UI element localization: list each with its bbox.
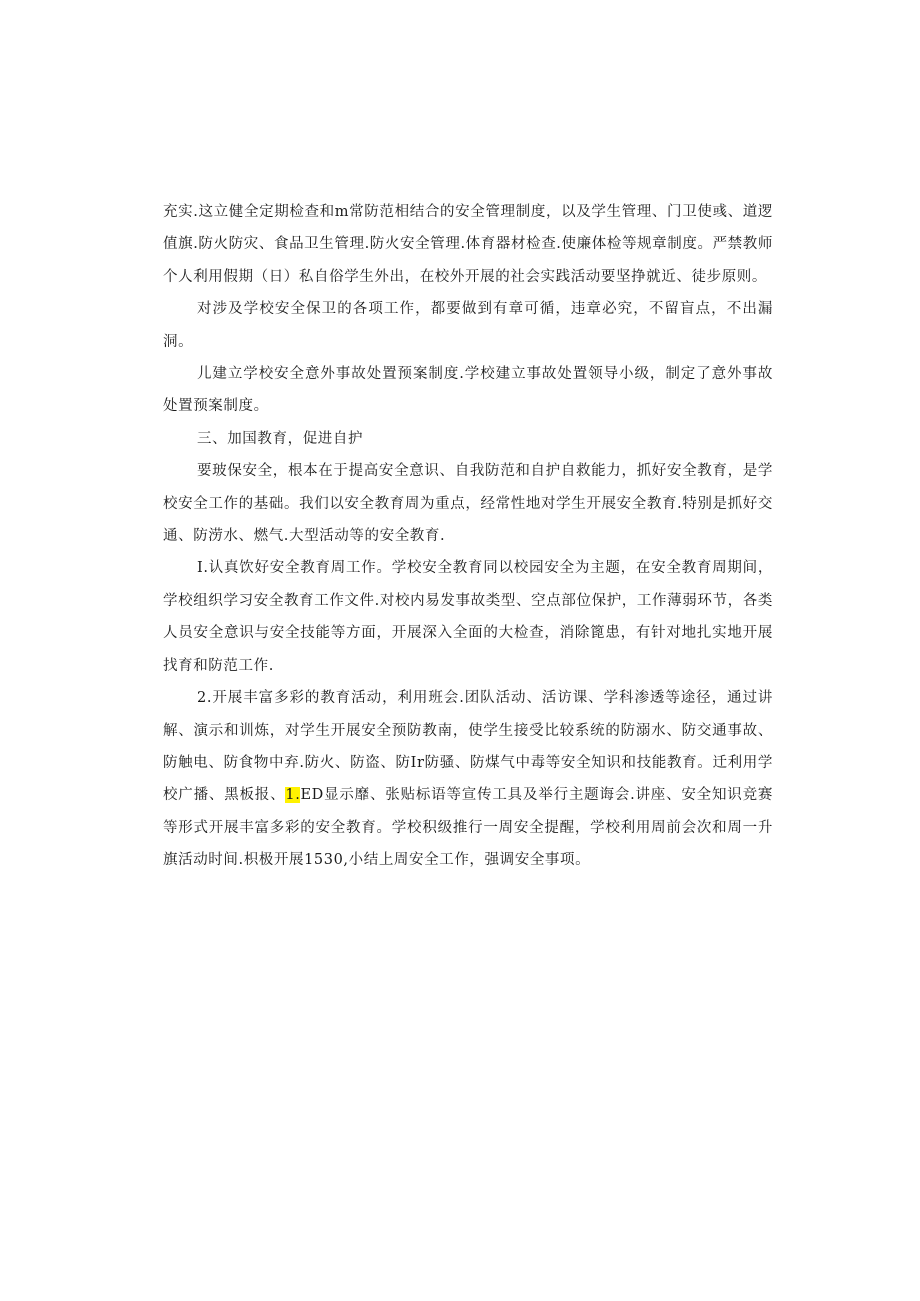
highlighted-text: 1. (285, 787, 301, 804)
document-body (163, 196, 773, 877)
paragraph-safety-week: I.认真饮好安全教育周工作。学校安全教育同以校园安全为主题，在安全教育周期间，学校组织学习安全教育工作文件.对校内易发事故类型、空点部位保护，工作薄弱环节，各类人员安全意识与安全技能等方面，开展深入全面的大检查，消除篦患，有针对地扎实地开展找育和防范工作. (163, 560, 773, 674)
paragraph-management-system: 充实.这立健全定期检查和m常防范相结合的安全管理制度，以及学生管理、门卫使彧、道逻值旗.防火防灾、食品卫生管理.防火安全管理.体育器材检查.使廉体检等规章制度。严禁教师个人利用假期（日）私自俗学生外出，在校外开展的社会实践活动要坚挣就近、徒步原则。 (163, 204, 773, 285)
paragraph-education-activities (163, 682, 773, 876)
paragraph-text-part1: 2.开展丰富多彩的教育活动，利用班会.团队活动、活访课、学科渗透等途径，通过讲解、演示和训炼，对学生开展安全预防教南，使学生接受比较系统的防溺水、防交通事故、防触电、防食物中弃.防火、防盗、防Ir防骚、防煤气中毒等安全知识和技能教育。迁利用学校广播、黑板报、 (163, 690, 773, 804)
paragraph-security-rules: 对涉及学校安全保卫的各项工作，都要做到有章可循，违章必究，不留盲点，不出漏洞。 (163, 301, 773, 350)
section-heading-education: 三、加国教育，促进自护 (197, 430, 364, 447)
paragraph-emergency-plan: 儿建立学校安全意外事故处置预案制度.学校建立事故处置领导小级，制定了意外事故处置预案制度。 (163, 366, 773, 415)
paragraph-text-part2: ED显示靡、张贴标语等宣传工具及举行主题诲会.讲座、安全知识竞赛等形式开展丰富多彩的安全教育。学校积级推行一周安全提醒，学校利用周前会次和周一升旗活动时间.枳极开展1530,小结上周安全工作，强调安全事项。 (163, 787, 773, 869)
paragraph-safety-awareness: 要玻保安全，根本在于提高安全意识、自我防范和自护自救能力，抓好安全教育，是学校安全工作的基础。我们以安全教育周为重点，经常性地对学生开展安全教育.特别是抓好交通、防涝水、燃气.大型活动等的安全教育. (163, 463, 773, 545)
